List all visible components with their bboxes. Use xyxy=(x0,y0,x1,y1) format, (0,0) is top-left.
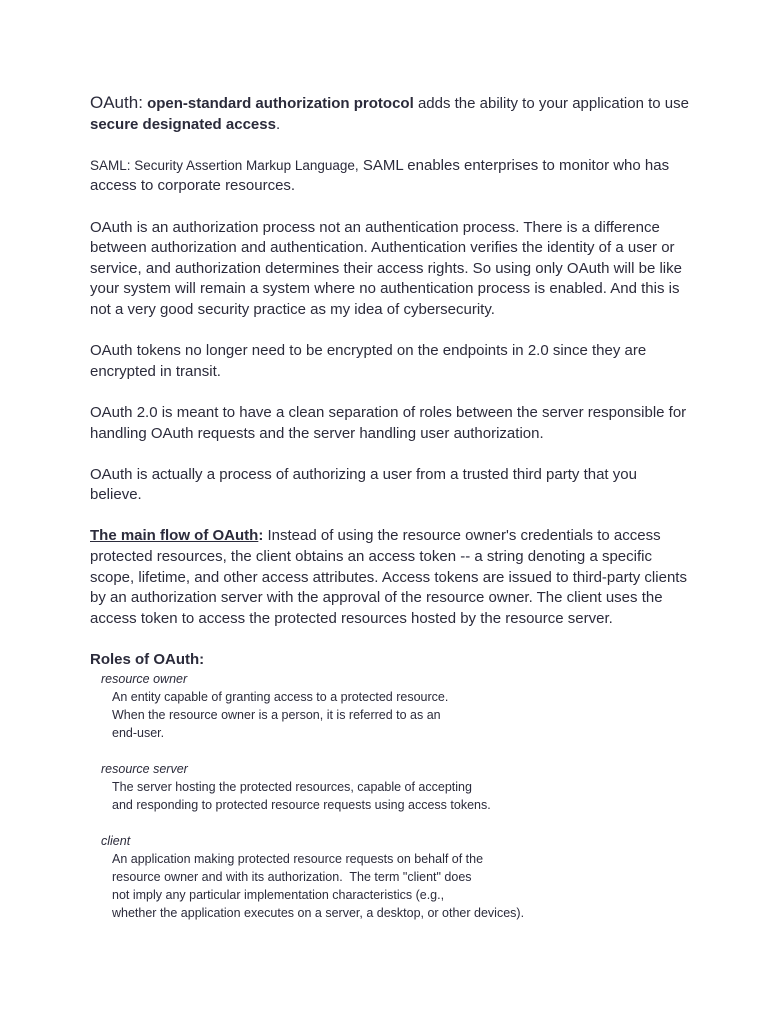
role-description-line: not imply any particular implementation characteristics (e.g., xyxy=(112,888,445,903)
role-client xyxy=(90,832,690,922)
role-description-line: whether the application executes on a server, a desktop, or other devices). xyxy=(112,906,525,921)
main-flow-colon: : xyxy=(258,527,264,545)
paragraph-third-party: OAuth is actually a process of authorizing a user from a trusted third party that you believe. xyxy=(90,465,637,504)
oauth-bold-phrase-2: secure designated access xyxy=(90,115,276,133)
paragraph-main-flow xyxy=(90,526,690,629)
role-description-line: An entity capable of granting access to a protected resource. xyxy=(112,690,449,705)
paragraph-role-separation: OAuth 2.0 is meant to have a clean separation of roles between the server responsible for handling OAuth requests and the server handling user authorization. xyxy=(90,403,687,442)
paragraph-saml xyxy=(90,156,690,197)
saml-lead: SAML: Security Assertion Markup Language, xyxy=(90,157,359,173)
oauth-term: OAuth: xyxy=(90,93,143,112)
roles-heading: Roles of OAuth: xyxy=(90,651,205,669)
paragraph-token-encryption: OAuth tokens no longer need to be encrypted on the endpoints in 2.0 since they are encrypted in transit. xyxy=(90,342,647,380)
role-name: client xyxy=(101,834,131,849)
role-name: resource server xyxy=(101,762,188,777)
role-description-line: and responding to protected resource requests using access tokens. xyxy=(112,798,491,813)
role-resource-owner xyxy=(90,670,690,742)
oauth-bold-phrase: open-standard authorization protocol xyxy=(147,95,414,112)
oauth-end-text: . xyxy=(275,115,281,133)
saml-rest: SAML enables enterprises to monitor who has access to corporate resources. xyxy=(90,156,670,195)
oauth-mid-text: adds the ability to your application to use xyxy=(417,95,689,112)
role-description-line: end-user. xyxy=(112,726,165,741)
main-flow-heading: The main flow of OAuth xyxy=(90,527,259,545)
document-page xyxy=(90,93,690,940)
role-description-line: The server hosting the protected resources, capable of accepting xyxy=(112,780,472,795)
paragraph-oauth-definition xyxy=(90,93,690,135)
paragraph-authorization-vs-authentication: OAuth is an authorization process not an authentication process. There is a difference between authorization and authentication. Authentication verifies the identity of a user or service, and authorization determines their access rights. So using only OAuth will be like your system will remain a system where no authentication process is enabled. And this is not a very good security practice as my idea of cybersecurity. xyxy=(90,218,682,318)
role-name: resource owner xyxy=(101,672,188,687)
role-description-line: When the resource owner is a person, it is referred to as an xyxy=(112,708,441,723)
role-resource-server xyxy=(90,760,690,814)
role-description-line: resource owner and with its authorization. The term "client" does xyxy=(112,870,472,885)
main-flow-body: Instead of using the resource owner's credentials to access protected resources, the client obtains an access token -- a string denoting a specific scope, lifetime, and other access attributes. Access tokens are issued to third-party clients by an authorization server with the approval of the resource owner. The client uses the access token to access the protected resources hosted by the resource server. xyxy=(90,527,687,627)
role-description-line: An application making protected resource requests on behalf of the xyxy=(112,852,484,867)
